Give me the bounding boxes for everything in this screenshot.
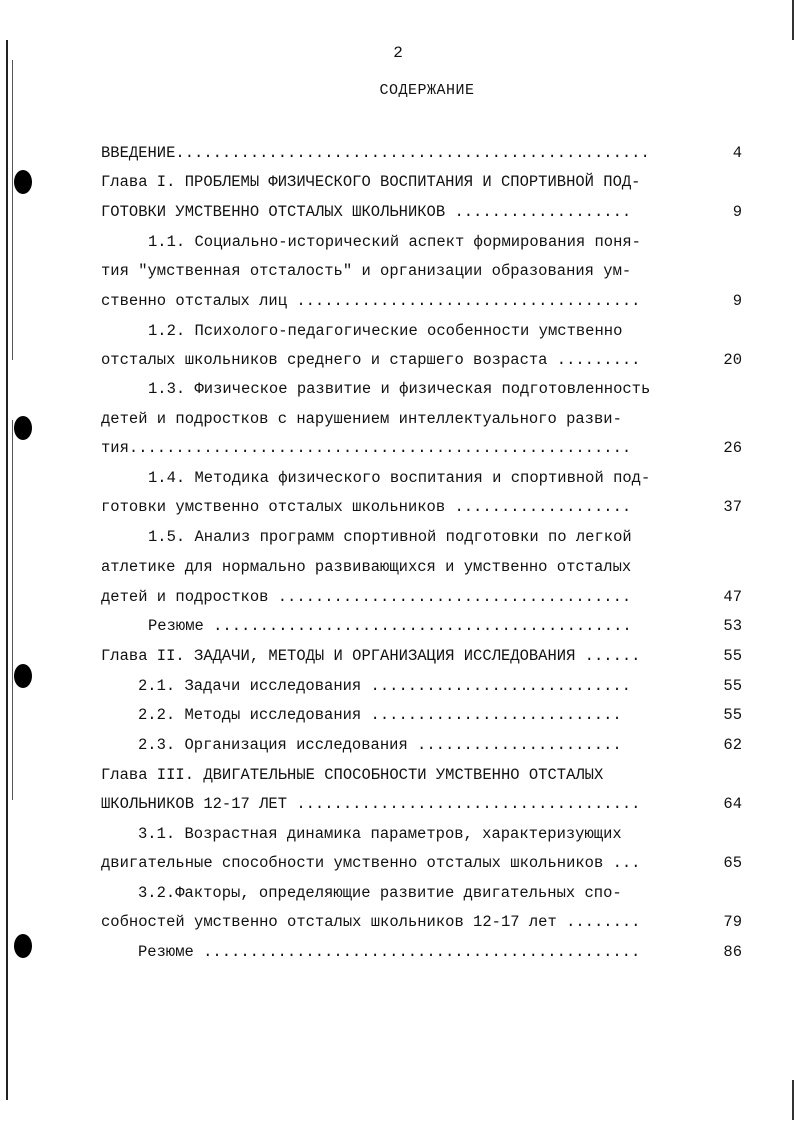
toc-entry-text: 1.3. Физическое развитие и физическая подготовленность (148, 380, 651, 398)
punch-hole (14, 170, 32, 194)
toc-entry-text: детей и подростков ...................................... (101, 588, 632, 606)
toc-entry-text: готовки умственно отсталых школьников ................... (101, 498, 632, 516)
toc-entry-page: 47 (723, 588, 742, 606)
toc-entry-text: 3.1. Возрастная динамика параметров, характеризующих (138, 825, 622, 843)
toc-entry-text: отсталых школьников среднего и старшего возраста ......... (101, 351, 641, 369)
toc-entry-text: ШКОЛЬНИКОВ 12-17 ЛЕТ ..................................... (101, 795, 641, 813)
toc-entry-page: 4 (732, 144, 742, 162)
toc-entry-text: тия "умственная отсталость" и организации образования ум- (101, 262, 632, 280)
toc-entry-text: тия...................................................... (101, 439, 632, 457)
toc-entry-text: ГОТОВКИ УМСТВЕННО ОТСТАЛЫХ ШКОЛЬНИКОВ ................... (101, 203, 632, 221)
toc-entry-page: 53 (723, 617, 742, 635)
punch-hole (14, 664, 32, 688)
toc-entry-page: 9 (732, 292, 742, 310)
toc-entry-text: собностей умственно отсталых школьников 12-17 лет ........ (101, 913, 641, 931)
scan-edge-line (6, 40, 8, 1100)
toc-entry-page: 20 (723, 351, 742, 369)
page-number: 2 (393, 44, 403, 62)
toc-entry-text: Резюме ............................................. (148, 617, 632, 635)
toc-entry-page: 9 (732, 203, 742, 221)
scan-edge-line (792, 0, 794, 40)
punch-hole (14, 934, 32, 958)
toc-entry-text: 3.2.Факторы, определяющие развитие двигательных спо- (138, 884, 622, 902)
toc-entry-text: двигательные способности умственно отсталых школьников ... (101, 854, 641, 872)
toc-entry-page: 86 (723, 943, 742, 961)
toc-entry-page: 62 (723, 736, 742, 754)
toc-entry-page: 65 (723, 854, 742, 872)
toc-entry-page: 79 (723, 913, 742, 931)
toc-entry-page: 64 (723, 795, 742, 813)
toc-entry-text: 1.5. Анализ программ спортивной подготовки по легкой (148, 528, 632, 546)
toc-entry-page: 55 (723, 677, 742, 695)
toc-entry-page: 55 (723, 706, 742, 724)
toc-entry-text: Глава III. ДВИГАТЕЛЬНЫЕ СПОСОБНОСТИ УМСТВЕННО ОТСТАЛЫХ (101, 766, 604, 784)
toc-entry-text: ственно отсталых лиц ..................................... (101, 292, 641, 310)
scan-edge-line (12, 420, 13, 800)
toc-entry-text: детей и подростков с нарушением интеллектуального разви- (101, 410, 622, 428)
toc-entry-page: 37 (723, 498, 742, 516)
toc-entry-text: Резюме ............................................... (138, 943, 641, 961)
toc-entry-page: 55 (723, 647, 742, 665)
toc-entry-text: 2.1. Задачи исследования ............................ (138, 677, 631, 695)
toc-entry-text: атлетике для нормально развивающихся и умственно отсталых (101, 558, 632, 576)
punch-hole (14, 416, 32, 440)
toc-entry-page: 26 (723, 439, 742, 457)
toc-entry-text: Глава II. ЗАДАЧИ, МЕТОДЫ И ОРГАНИЗАЦИЯ ИССЛЕДОВАНИЯ ...... (101, 647, 641, 665)
toc-entry-text: ВВЕДЕНИЕ................................................... (101, 144, 650, 162)
scan-edge-line (12, 60, 13, 360)
toc-entry-text: 1.4. Методика физического воспитания и спортивной под- (148, 469, 651, 487)
toc-entry-text: 1.1. Социально-исторический аспект формирования поня- (148, 233, 641, 251)
toc-entry-text: Глава I. ПРОБЛЕМЫ ФИЗИЧЕСКОГО ВОСПИТАНИЯ И СПОРТИВНОЙ ПОД- (101, 173, 641, 191)
toc-entry-text: 1.2. Психолого-педагогические особенности умственно (148, 322, 623, 340)
page-title: СОДЕРЖАНИЕ (379, 82, 475, 99)
toc-entry-text: 2.3. Организация исследования ...................... (138, 736, 622, 754)
toc-entry-text: 2.2. Методы исследования ........................... (138, 706, 622, 724)
scan-edge-line (792, 1080, 794, 1120)
